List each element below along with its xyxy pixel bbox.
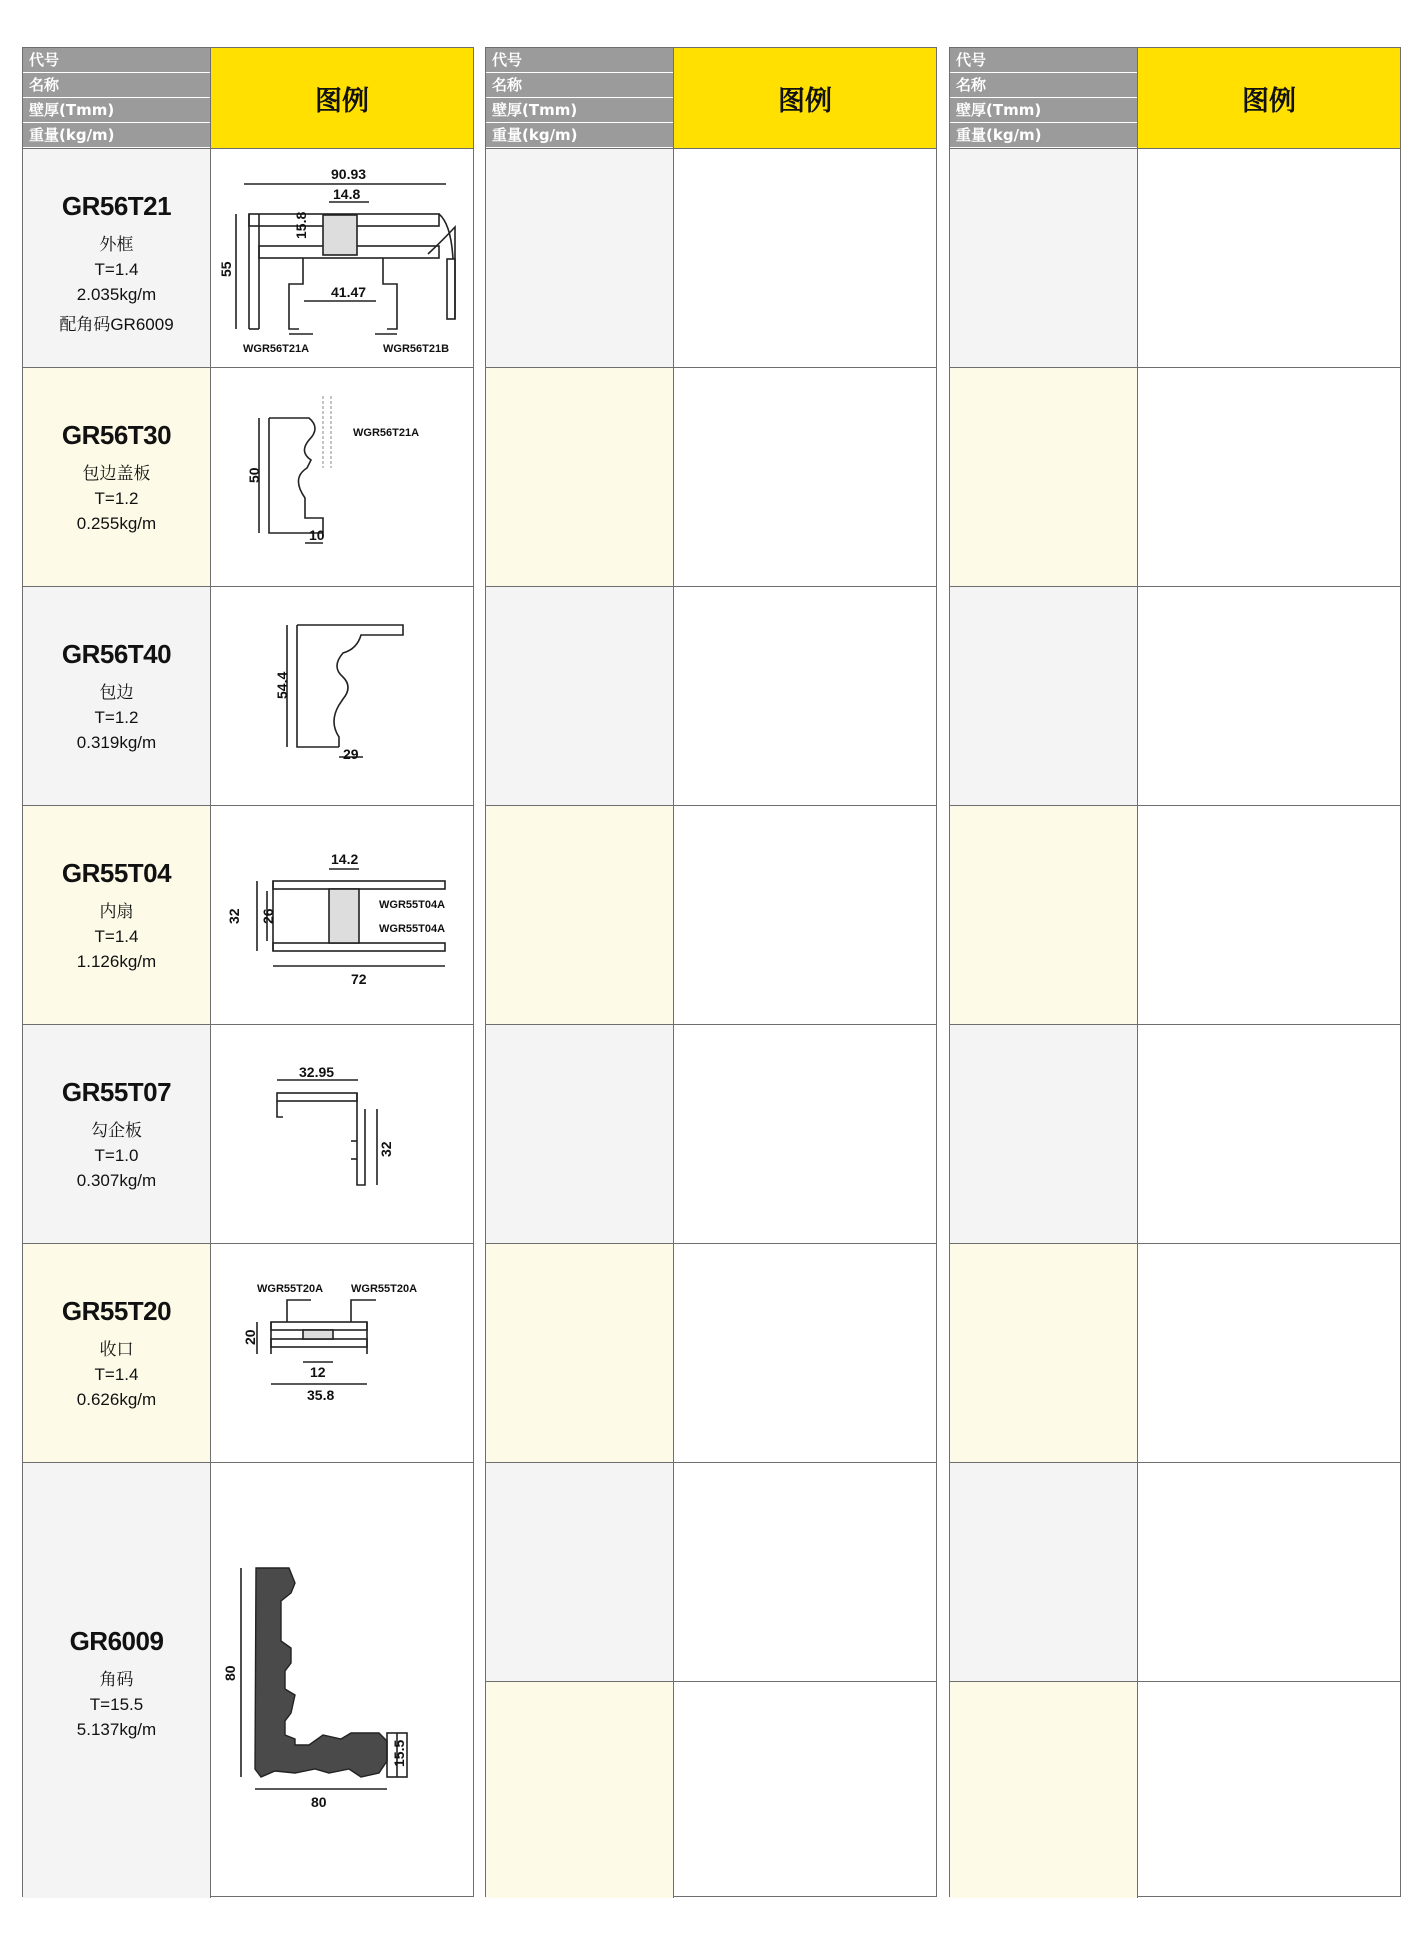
header-label-thickness: 壁厚(Tmm) <box>950 98 1137 123</box>
empty-row <box>950 148 1400 367</box>
catalog-column-3 <box>949 47 1401 1897</box>
product-code: GR56T21 <box>61 191 172 221</box>
dim-width: 72 <box>351 971 367 987</box>
empty-row <box>950 1681 1400 1898</box>
header-label-code: 代号 <box>950 48 1137 73</box>
product-drawing-cell <box>210 1463 473 1898</box>
product-name: 外框 <box>99 235 134 255</box>
product-info-cell <box>23 1025 210 1243</box>
product-weight: 2.035kg/m <box>76 285 157 304</box>
dim-width: 80 <box>311 1794 327 1810</box>
product-row <box>23 586 473 805</box>
dim-height: 80 <box>222 1665 238 1681</box>
product-name: 包边盖板 <box>82 464 151 484</box>
product-thickness: T=1.4 <box>94 927 139 946</box>
dim-height: 50 <box>246 467 262 483</box>
header-label-name: 名称 <box>23 73 210 98</box>
part-label: WGR55T04A <box>379 899 446 911</box>
dim-height: 55 <box>218 261 234 277</box>
header-label-code: 代号 <box>486 48 673 73</box>
product-name: 勾企板 <box>91 1121 142 1141</box>
empty-row <box>950 586 1400 805</box>
dim-inner: 26 <box>260 908 276 924</box>
empty-row <box>486 1681 936 1898</box>
table-header <box>950 48 1400 148</box>
header-labels <box>486 48 673 148</box>
part-label: WGR56T21B <box>383 343 450 355</box>
product-row <box>23 1243 473 1462</box>
profile-drawing-gr56t21 <box>211 149 473 367</box>
table-header <box>23 48 473 148</box>
profile-drawing-gr55t20 <box>211 1244 473 1462</box>
profile-drawing-gr56t30 <box>211 368 473 586</box>
catalog-column-1 <box>22 47 474 1897</box>
product-name: 角码 <box>99 1670 134 1690</box>
product-thickness: T=1.2 <box>94 489 139 508</box>
dim-width: 10 <box>309 527 325 543</box>
product-info-cell <box>23 806 210 1024</box>
header-label-name: 名称 <box>950 73 1137 98</box>
product-note: 配角码GR6009 <box>59 315 174 334</box>
empty-row <box>950 1462 1400 1681</box>
part-label: WGR56T21A <box>353 427 420 439</box>
table-header <box>486 48 936 148</box>
empty-row <box>486 805 936 1024</box>
dim-width: 90.93 <box>331 166 367 182</box>
product-name: 收口 <box>99 1340 134 1360</box>
product-info-cell <box>23 149 210 367</box>
product-row <box>23 805 473 1024</box>
empty-row <box>486 148 936 367</box>
empty-row <box>950 1024 1400 1243</box>
product-thickness: T=1.2 <box>94 708 139 727</box>
product-code: GR55T04 <box>61 858 172 888</box>
header-legend-title: 图例 <box>673 48 936 148</box>
product-thickness: T=15.5 <box>89 1695 144 1714</box>
product-thickness: T=1.4 <box>94 260 139 279</box>
product-weight: 5.137kg/m <box>76 1720 157 1739</box>
dim-height: 32 <box>378 1141 394 1157</box>
dim-thick: 15.5 <box>391 1739 407 1767</box>
product-drawing-cell <box>210 806 473 1024</box>
part-label: WGR55T20A <box>257 1283 324 1295</box>
dim-gap: 15.8 <box>293 211 309 239</box>
product-drawing-cell <box>210 1025 473 1243</box>
product-drawing-cell <box>210 587 473 805</box>
header-label-weight: 重量(kg/m) <box>486 123 673 148</box>
product-code: GR6009 <box>69 1626 164 1656</box>
profile-drawing-gr55t07 <box>211 1025 473 1243</box>
header-label-weight: 重量(kg/m) <box>23 123 210 148</box>
header-legend-title: 图例 <box>210 48 473 148</box>
empty-row <box>950 1243 1400 1462</box>
profile-drawing-gr55t04 <box>211 806 473 1024</box>
product-weight: 1.126kg/m <box>76 952 157 971</box>
product-weight: 0.626kg/m <box>76 1390 157 1409</box>
product-thickness: T=1.0 <box>94 1146 139 1165</box>
dim-width: 29 <box>343 746 359 762</box>
header-legend-title: 图例 <box>1137 48 1400 148</box>
product-weight: 0.307kg/m <box>76 1171 157 1190</box>
dim-width: 32.95 <box>299 1064 335 1080</box>
product-thickness: T=1.4 <box>94 1365 139 1384</box>
dim-width: 35.8 <box>307 1387 335 1403</box>
empty-row <box>486 1024 936 1243</box>
product-info-cell <box>23 1244 210 1462</box>
product-weight: 0.319kg/m <box>76 733 157 752</box>
header-label-code: 代号 <box>23 48 210 73</box>
dim-top: 14.2 <box>331 851 359 867</box>
part-label: WGR55T20A <box>351 1283 418 1295</box>
product-row <box>23 1462 473 1898</box>
header-labels <box>23 48 210 148</box>
product-code: GR56T40 <box>61 639 172 669</box>
product-row <box>23 1024 473 1243</box>
product-drawing-cell <box>210 149 473 367</box>
profile-drawing-gr56t40 <box>211 587 473 805</box>
product-row <box>23 148 473 367</box>
product-info-cell <box>23 368 210 586</box>
empty-row <box>950 367 1400 586</box>
corner-bracket-shape <box>255 1568 387 1777</box>
product-drawing-cell <box>210 1244 473 1462</box>
product-name: 包边 <box>99 683 134 703</box>
header-label-thickness: 壁厚(Tmm) <box>486 98 673 123</box>
part-label: WGR56T21A <box>243 343 310 355</box>
profile-drawing-gr6009 <box>211 1463 473 1897</box>
dim-span: 41.47 <box>331 284 367 300</box>
header-label-name: 名称 <box>486 73 673 98</box>
product-drawing-cell <box>210 368 473 586</box>
product-info-cell <box>23 587 210 805</box>
dim-height: 54.4 <box>274 671 290 699</box>
product-name: 内扇 <box>99 902 134 922</box>
empty-row <box>486 586 936 805</box>
product-row <box>23 367 473 586</box>
part-label: WGR55T04A <box>379 923 446 935</box>
empty-row <box>486 367 936 586</box>
product-code: GR56T30 <box>61 420 172 450</box>
header-label-thickness: 壁厚(Tmm) <box>23 98 210 123</box>
product-info-cell <box>23 1463 210 1898</box>
header-label-weight: 重量(kg/m) <box>950 123 1137 148</box>
empty-row <box>486 1462 936 1681</box>
product-code: GR55T07 <box>61 1077 172 1107</box>
product-weight: 0.255kg/m <box>76 514 157 533</box>
catalog-column-2 <box>485 47 937 1897</box>
dim-inner: 14.8 <box>333 186 361 202</box>
dim-height: 20 <box>242 1329 258 1345</box>
empty-row <box>950 805 1400 1024</box>
empty-row <box>486 1243 936 1462</box>
product-code: GR55T20 <box>61 1296 172 1326</box>
dim-inner: 12 <box>310 1364 326 1380</box>
header-labels <box>950 48 1137 148</box>
dim-outer: 32 <box>226 908 242 924</box>
